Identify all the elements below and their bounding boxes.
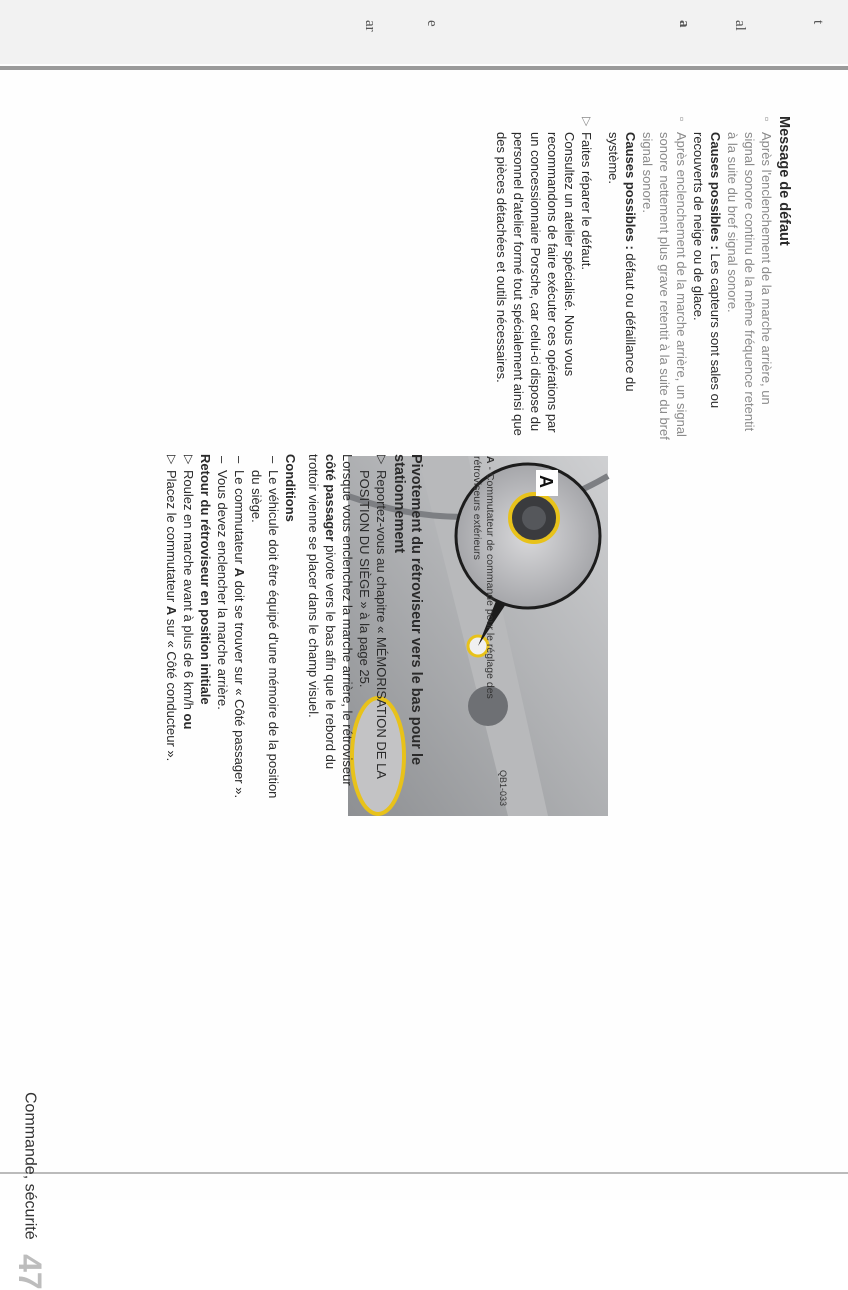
condition-2 bbox=[231, 454, 248, 804]
return-step-1 bbox=[180, 454, 197, 804]
caption-text: - Commutateur de commande pour le réglage des rétroviseurs extérieurs bbox=[471, 456, 496, 699]
pivot-paragraph-start: Lorsque vous enclenchez la marche arrière, le rétroviseur bbox=[340, 454, 355, 786]
error-message-column bbox=[493, 116, 792, 441]
mirror-pivot-column bbox=[163, 454, 424, 804]
error-message-title: Message de défaut bbox=[776, 116, 792, 246]
return-step-2-end: sur « Côté conducteur ». bbox=[164, 618, 179, 762]
square-bullet-icon: ▫ bbox=[760, 117, 774, 122]
triangle-bullet-icon: ▷ bbox=[182, 455, 196, 465]
triangle-bullet-icon: ▷ bbox=[375, 455, 389, 465]
cause-2 bbox=[605, 116, 639, 441]
callout-letter-a: A bbox=[536, 475, 556, 488]
error-paragraph-1 bbox=[724, 116, 775, 441]
return-step-2-start: Placez le commutateur bbox=[164, 470, 179, 603]
condition-2-bold: A bbox=[232, 567, 247, 577]
top-rule bbox=[0, 66, 848, 70]
pivot-paragraph-bold: côté passager bbox=[323, 454, 338, 542]
return-title: Retour du rétroviseur en position initiale bbox=[198, 454, 213, 705]
page-number: 47 bbox=[12, 1254, 48, 1290]
margin-glyph: ar bbox=[362, 20, 378, 32]
caption-letter: A bbox=[484, 456, 496, 464]
error-paragraph-1-text: Après l'enclenchement de la marche arrière, un signal sonore continu de la même fréquence retentit à la suite du bref signal sonore. bbox=[725, 132, 774, 432]
pivot-paragraph bbox=[305, 454, 356, 804]
condition-2-end: doit se trouver sur « Côté passager ». bbox=[232, 580, 247, 799]
bottom-rule bbox=[0, 1172, 848, 1174]
margin-glyph: a bbox=[676, 20, 692, 28]
return-step-2-bold: A bbox=[164, 605, 179, 616]
condition-1 bbox=[248, 454, 282, 804]
page-footer bbox=[11, 1092, 48, 1290]
condition-3-text: Vous devez enclencher la marche arrière. bbox=[215, 470, 230, 710]
pivot-reference-text: Reportez-vous au chapitre « MÉMORISATION DE LA POSITION DU SIÈGE » à la page 25. bbox=[357, 470, 389, 779]
cause-1-text: Les capteurs sont sales ou recouverts de neige ou de glace. bbox=[691, 132, 723, 409]
cause-1 bbox=[690, 116, 724, 441]
figure-code: QB1-033 bbox=[498, 770, 508, 807]
margin-cut-glyphs bbox=[0, 14, 848, 44]
pivot-paragraph-end: pivote vers le bas afin que le rebord du trottoir vienne se placer dans le champ visuel. bbox=[306, 454, 338, 770]
footer-section: Commande, sécurité bbox=[21, 1092, 39, 1240]
error-paragraph-2 bbox=[639, 116, 690, 441]
pivot-reference bbox=[356, 454, 390, 804]
margin-glyph: al bbox=[732, 20, 748, 31]
square-bullet-icon: ▫ bbox=[675, 117, 689, 122]
condition-2-start: Le commutateur bbox=[232, 470, 247, 564]
error-paragraph-2-text: Après enclenchement de la marche arrière, un signal sonore nettement plus grave retentit à la suite du bref signal sonore. bbox=[640, 132, 689, 440]
conditions-title: Conditions bbox=[283, 454, 298, 522]
cause-1-label: Causes possibles : bbox=[708, 132, 723, 250]
knob-center bbox=[522, 506, 546, 530]
return-step-1-text: Roulez en marche avant à plus de 6 km/h bbox=[181, 470, 196, 710]
return-step-1-bold: ou bbox=[181, 713, 196, 730]
dash-bullet-icon: – bbox=[215, 456, 230, 464]
return-step-2 bbox=[163, 454, 180, 804]
figure-caption bbox=[470, 456, 496, 756]
condition-3 bbox=[214, 454, 231, 804]
triangle-bullet-icon: ▷ bbox=[580, 117, 594, 127]
cause-2-text: défaut ou défaillance du système. bbox=[606, 132, 638, 392]
dash-bullet-icon: – bbox=[232, 456, 247, 464]
condition-1-text: Le véhicule doit être équipé d'une mémoire de la position du siège. bbox=[249, 470, 281, 799]
triangle-bullet-icon: ▷ bbox=[165, 455, 179, 465]
margin-glyph: t bbox=[810, 20, 826, 25]
cause-2-label: Causes possibles : bbox=[623, 132, 638, 250]
margin-glyph: e bbox=[424, 20, 440, 27]
dash-bullet-icon: – bbox=[266, 456, 281, 464]
pivot-title: Pivotement du rétroviseur vers le bas pour le stationnement bbox=[391, 454, 424, 766]
action-item-text: Faites réparer le défaut. bbox=[579, 132, 594, 271]
action-paragraph: Consultez un atelier spécialisé. Nous vous recommandons de faire exécuter ces opérations par un concessionnaire Porsche, car celui-ci dispose du personnel d'atelier formé tout spécialement ainsi que des pièces détachées et outils nécessaires. bbox=[494, 132, 577, 436]
action-item bbox=[578, 116, 595, 441]
